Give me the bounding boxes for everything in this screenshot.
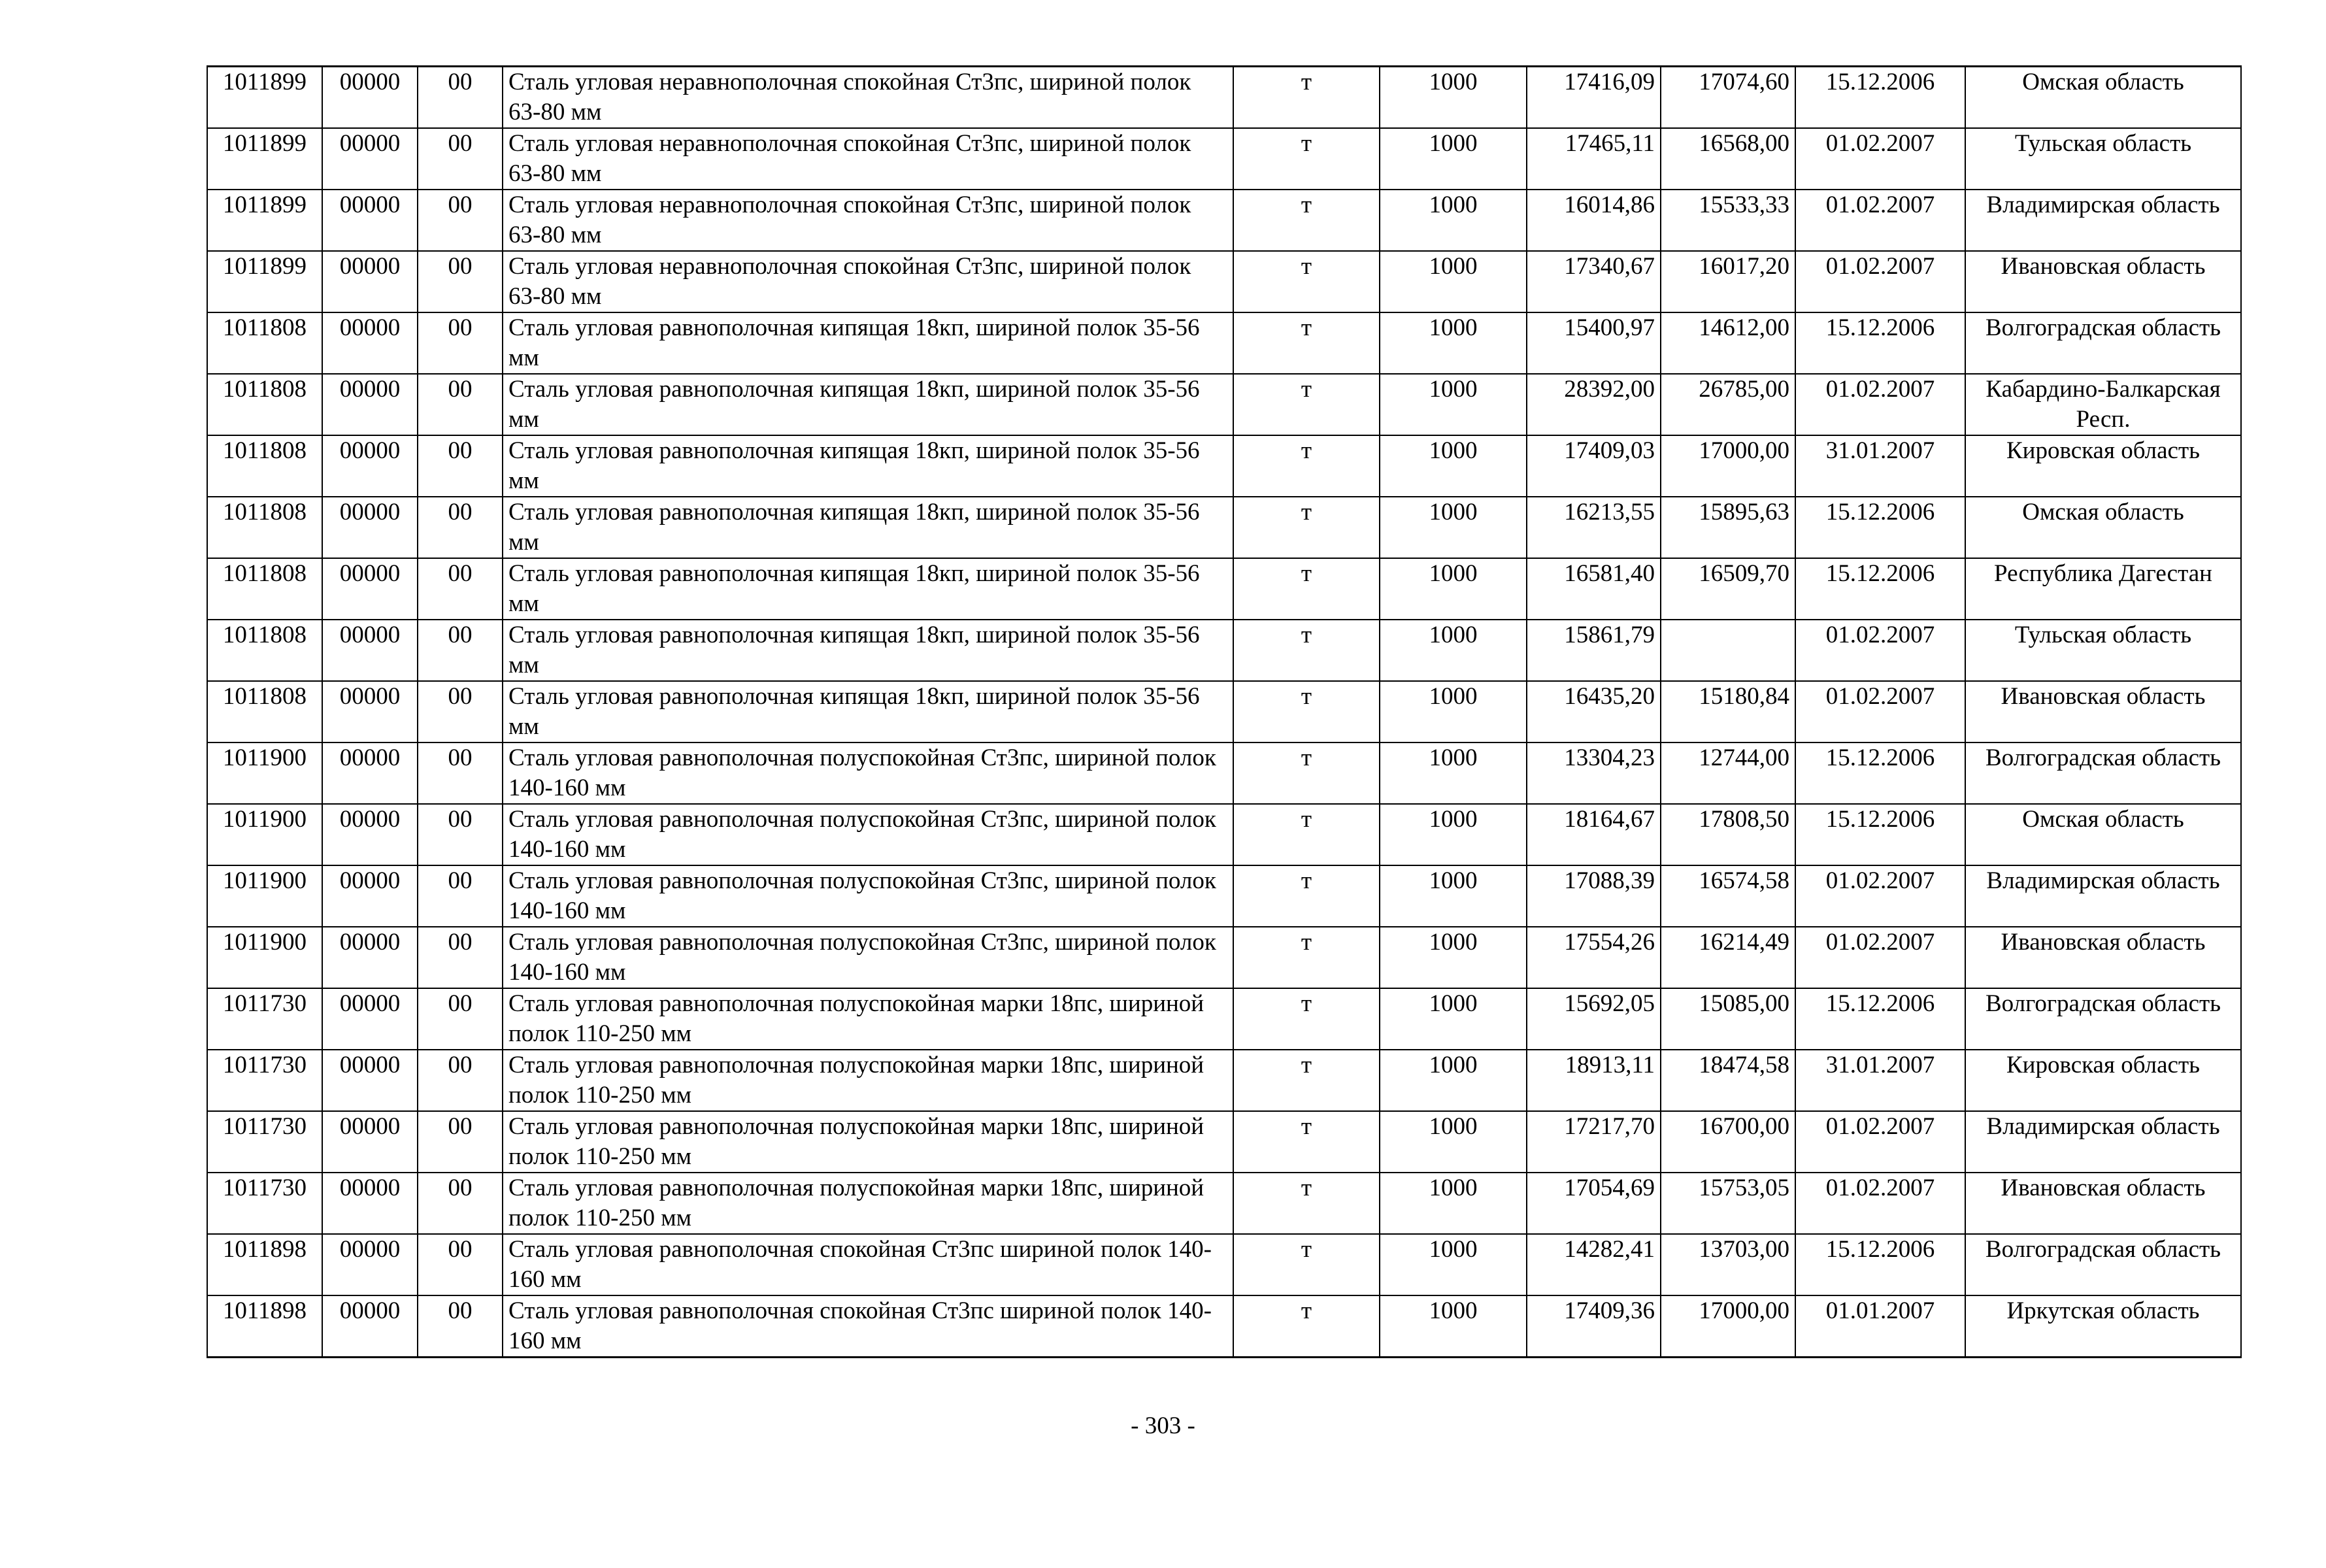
- region-cell: Омская область: [1965, 804, 2241, 865]
- item-code-cell: 1011808: [207, 497, 322, 558]
- item-code-cell: 1011899: [207, 67, 322, 129]
- item-code-cell: 1011899: [207, 128, 322, 190]
- date-cell: 15.12.2006: [1795, 804, 1965, 865]
- item-code-cell: 1011808: [207, 374, 322, 435]
- region-cell: Кировская область: [1965, 435, 2241, 497]
- quantity-cell: 1000: [1380, 620, 1527, 681]
- item-code-cell: 1011900: [207, 927, 322, 988]
- extension-code-cell: 00: [418, 128, 503, 190]
- quantity-cell: 1000: [1380, 312, 1527, 374]
- subcode-cell: 00000: [322, 742, 418, 804]
- product-name-cell: Сталь угловая неравнополочная спокойная Ст3пс, шириной полок 63-80 мм: [503, 190, 1233, 251]
- product-name-cell: Сталь угловая равнополочная полуспокойная Ст3пс, шириной полок 140-160 мм: [503, 742, 1233, 804]
- date-cell: 01.01.2007: [1795, 1295, 1965, 1358]
- price-table: [207, 65, 2242, 1358]
- price-alt-cell: 16509,70: [1661, 558, 1795, 620]
- price-cell: 18164,67: [1527, 804, 1661, 865]
- table-row: [207, 804, 2241, 865]
- price-cell: 16014,86: [1527, 190, 1661, 251]
- price-alt-cell: 15753,05: [1661, 1173, 1795, 1234]
- extension-code-cell: 00: [418, 558, 503, 620]
- quantity-cell: 1000: [1380, 1173, 1527, 1234]
- region-cell: Тульская область: [1965, 128, 2241, 190]
- item-code-cell: 1011730: [207, 988, 322, 1050]
- extension-code-cell: 00: [418, 865, 503, 927]
- price-alt-cell: 16214,49: [1661, 927, 1795, 988]
- date-cell: 31.01.2007: [1795, 435, 1965, 497]
- price-cell: 17088,39: [1527, 865, 1661, 927]
- unit-cell: т: [1233, 927, 1380, 988]
- price-cell: 16581,40: [1527, 558, 1661, 620]
- price-alt-cell: 15085,00: [1661, 988, 1795, 1050]
- unit-cell: т: [1233, 128, 1380, 190]
- product-name-cell: Сталь угловая равнополочная кипящая 18кп, шириной полок 35-56 мм: [503, 558, 1233, 620]
- item-code-cell: 1011900: [207, 804, 322, 865]
- date-cell: 01.02.2007: [1795, 1173, 1965, 1234]
- price-cell: 15400,97: [1527, 312, 1661, 374]
- quantity-cell: 1000: [1380, 67, 1527, 129]
- extension-code-cell: 00: [418, 374, 503, 435]
- item-code-cell: 1011898: [207, 1234, 322, 1295]
- price-alt-cell: 16017,20: [1661, 251, 1795, 312]
- region-cell: Владимирская область: [1965, 1111, 2241, 1173]
- price-cell: 16213,55: [1527, 497, 1661, 558]
- item-code-cell: 1011730: [207, 1173, 322, 1234]
- price-cell: 17340,67: [1527, 251, 1661, 312]
- product-name-cell: Сталь угловая равнополочная полуспокойная Ст3пс, шириной полок 140-160 мм: [503, 927, 1233, 988]
- unit-cell: т: [1233, 1050, 1380, 1111]
- quantity-cell: 1000: [1380, 251, 1527, 312]
- subcode-cell: 00000: [322, 1050, 418, 1111]
- date-cell: 01.02.2007: [1795, 190, 1965, 251]
- date-cell: 01.02.2007: [1795, 128, 1965, 190]
- quantity-cell: 1000: [1380, 804, 1527, 865]
- table-row: [207, 988, 2241, 1050]
- date-cell: 01.02.2007: [1795, 927, 1965, 988]
- unit-cell: т: [1233, 497, 1380, 558]
- region-cell: Кировская область: [1965, 1050, 2241, 1111]
- extension-code-cell: 00: [418, 1173, 503, 1234]
- table-row: [207, 558, 2241, 620]
- extension-code-cell: 00: [418, 67, 503, 129]
- table-row: [207, 251, 2241, 312]
- region-cell: Ивановская область: [1965, 251, 2241, 312]
- table-row: [207, 681, 2241, 742]
- item-code-cell: 1011898: [207, 1295, 322, 1358]
- price-alt-cell: 17808,50: [1661, 804, 1795, 865]
- subcode-cell: 00000: [322, 1234, 418, 1295]
- extension-code-cell: 00: [418, 804, 503, 865]
- unit-cell: т: [1233, 804, 1380, 865]
- quantity-cell: 1000: [1380, 742, 1527, 804]
- subcode-cell: 00000: [322, 435, 418, 497]
- price-cell: 17416,09: [1527, 67, 1661, 129]
- region-cell: Кабардино-Балкарская Респ.: [1965, 374, 2241, 435]
- product-name-cell: Сталь угловая равнополочная полуспокойная Ст3пс, шириной полок 140-160 мм: [503, 804, 1233, 865]
- table-row: [207, 497, 2241, 558]
- price-cell: 17054,69: [1527, 1173, 1661, 1234]
- region-cell: Ивановская область: [1965, 927, 2241, 988]
- subcode-cell: 00000: [322, 374, 418, 435]
- product-name-cell: Сталь угловая неравнополочная спокойная Ст3пс, шириной полок 63-80 мм: [503, 251, 1233, 312]
- unit-cell: т: [1233, 742, 1380, 804]
- table-body: [207, 67, 2241, 1358]
- price-alt-cell: 17000,00: [1661, 1295, 1795, 1358]
- product-name-cell: Сталь угловая равнополочная кипящая 18кп, шириной полок 35-56 мм: [503, 435, 1233, 497]
- extension-code-cell: 00: [418, 497, 503, 558]
- product-name-cell: Сталь угловая равнополочная кипящая 18кп, шириной полок 35-56 мм: [503, 620, 1233, 681]
- price-alt-cell: 17074,60: [1661, 67, 1795, 129]
- subcode-cell: 00000: [322, 558, 418, 620]
- extension-code-cell: 00: [418, 1111, 503, 1173]
- unit-cell: т: [1233, 681, 1380, 742]
- extension-code-cell: 00: [418, 190, 503, 251]
- price-cell: 15861,79: [1527, 620, 1661, 681]
- price-cell: 28392,00: [1527, 374, 1661, 435]
- item-code-cell: 1011808: [207, 681, 322, 742]
- subcode-cell: 00000: [322, 988, 418, 1050]
- subcode-cell: 00000: [322, 67, 418, 129]
- subcode-cell: 00000: [322, 312, 418, 374]
- date-cell: 15.12.2006: [1795, 312, 1965, 374]
- extension-code-cell: 00: [418, 742, 503, 804]
- date-cell: 01.02.2007: [1795, 374, 1965, 435]
- price-alt-cell: 17000,00: [1661, 435, 1795, 497]
- region-cell: Омская область: [1965, 497, 2241, 558]
- region-cell: Волгоградская область: [1965, 312, 2241, 374]
- extension-code-cell: 00: [418, 988, 503, 1050]
- item-code-cell: 1011808: [207, 620, 322, 681]
- unit-cell: т: [1233, 67, 1380, 129]
- subcode-cell: 00000: [322, 190, 418, 251]
- item-code-cell: 1011808: [207, 435, 322, 497]
- table-row: [207, 1050, 2241, 1111]
- extension-code-cell: 00: [418, 681, 503, 742]
- table-row: [207, 927, 2241, 988]
- product-name-cell: Сталь угловая равнополочная спокойная Ст3пс шириной полок 140-160 мм: [503, 1234, 1233, 1295]
- extension-code-cell: 00: [418, 927, 503, 988]
- quantity-cell: 1000: [1380, 1111, 1527, 1173]
- product-name-cell: Сталь угловая равнополочная полуспокойная марки 18пс, шириной полок 110-250 мм: [503, 1173, 1233, 1234]
- quantity-cell: 1000: [1380, 497, 1527, 558]
- quantity-cell: 1000: [1380, 435, 1527, 497]
- item-code-cell: 1011808: [207, 312, 322, 374]
- region-cell: Республика Дагестан: [1965, 558, 2241, 620]
- table-row: [207, 435, 2241, 497]
- unit-cell: т: [1233, 374, 1380, 435]
- price-alt-cell: 13703,00: [1661, 1234, 1795, 1295]
- unit-cell: т: [1233, 1173, 1380, 1234]
- price-cell: 16435,20: [1527, 681, 1661, 742]
- region-cell: Ивановская область: [1965, 681, 2241, 742]
- date-cell: 01.02.2007: [1795, 620, 1965, 681]
- unit-cell: т: [1233, 865, 1380, 927]
- price-cell: 17409,36: [1527, 1295, 1661, 1358]
- price-cell: 17217,70: [1527, 1111, 1661, 1173]
- quantity-cell: 1000: [1380, 128, 1527, 190]
- date-cell: 01.02.2007: [1795, 1111, 1965, 1173]
- date-cell: 15.12.2006: [1795, 497, 1965, 558]
- region-cell: Омская область: [1965, 67, 2241, 129]
- price-alt-cell: 15180,84: [1661, 681, 1795, 742]
- item-code-cell: 1011900: [207, 742, 322, 804]
- price-alt-cell: 16700,00: [1661, 1111, 1795, 1173]
- region-cell: Волгоградская область: [1965, 1234, 2241, 1295]
- price-cell: 13304,23: [1527, 742, 1661, 804]
- region-cell: Владимирская область: [1965, 190, 2241, 251]
- table-row: [207, 190, 2241, 251]
- date-cell: 15.12.2006: [1795, 67, 1965, 129]
- unit-cell: т: [1233, 312, 1380, 374]
- product-name-cell: Сталь угловая равнополочная полуспокойная Ст3пс, шириной полок 140-160 мм: [503, 865, 1233, 927]
- price-cell: 17465,11: [1527, 128, 1661, 190]
- item-code-cell: 1011808: [207, 558, 322, 620]
- price-alt-cell: 16574,58: [1661, 865, 1795, 927]
- item-code-cell: 1011900: [207, 865, 322, 927]
- unit-cell: т: [1233, 435, 1380, 497]
- extension-code-cell: 00: [418, 435, 503, 497]
- price-alt-cell: 15533,33: [1661, 190, 1795, 251]
- table-row: [207, 374, 2241, 435]
- quantity-cell: 1000: [1380, 927, 1527, 988]
- product-name-cell: Сталь угловая равнополочная спокойная Ст3пс шириной полок 140-160 мм: [503, 1295, 1233, 1358]
- date-cell: 15.12.2006: [1795, 742, 1965, 804]
- quantity-cell: 1000: [1380, 374, 1527, 435]
- subcode-cell: 00000: [322, 497, 418, 558]
- subcode-cell: 00000: [322, 128, 418, 190]
- product-name-cell: Сталь угловая равнополочная полуспокойная марки 18пс, шириной полок 110-250 мм: [503, 1050, 1233, 1111]
- region-cell: Владимирская область: [1965, 865, 2241, 927]
- price-alt-cell: 14612,00: [1661, 312, 1795, 374]
- price-cell: 17409,03: [1527, 435, 1661, 497]
- unit-cell: т: [1233, 1234, 1380, 1295]
- product-name-cell: Сталь угловая равнополочная полуспокойная марки 18пс, шириной полок 110-250 мм: [503, 988, 1233, 1050]
- region-cell: Волгоградская область: [1965, 988, 2241, 1050]
- extension-code-cell: 00: [418, 251, 503, 312]
- page-number: - 303 -: [1131, 1412, 1195, 1439]
- price-cell: 14282,41: [1527, 1234, 1661, 1295]
- table-row: [207, 67, 2241, 129]
- region-cell: Иркутская область: [1965, 1295, 2241, 1358]
- subcode-cell: 00000: [322, 865, 418, 927]
- price-alt-cell: 26785,00: [1661, 374, 1795, 435]
- unit-cell: т: [1233, 558, 1380, 620]
- table-row: [207, 1173, 2241, 1234]
- price-alt-cell: 12744,00: [1661, 742, 1795, 804]
- table-row: [207, 1234, 2241, 1295]
- price-cell: 15692,05: [1527, 988, 1661, 1050]
- extension-code-cell: 00: [418, 1234, 503, 1295]
- product-name-cell: Сталь угловая равнополочная полуспокойная марки 18пс, шириной полок 110-250 мм: [503, 1111, 1233, 1173]
- quantity-cell: 1000: [1380, 558, 1527, 620]
- subcode-cell: 00000: [322, 804, 418, 865]
- product-name-cell: Сталь угловая равнополочная кипящая 18кп, шириной полок 35-56 мм: [503, 497, 1233, 558]
- extension-code-cell: 00: [418, 620, 503, 681]
- quantity-cell: 1000: [1380, 1295, 1527, 1358]
- unit-cell: т: [1233, 1295, 1380, 1358]
- table-row: [207, 865, 2241, 927]
- table-row: [207, 742, 2241, 804]
- date-cell: 01.02.2007: [1795, 681, 1965, 742]
- subcode-cell: 00000: [322, 620, 418, 681]
- quantity-cell: 1000: [1380, 681, 1527, 742]
- price-alt-cell: [1661, 620, 1795, 681]
- subcode-cell: 00000: [322, 681, 418, 742]
- quantity-cell: 1000: [1380, 1234, 1527, 1295]
- item-code-cell: 1011899: [207, 190, 322, 251]
- item-code-cell: 1011730: [207, 1050, 322, 1111]
- date-cell: 01.02.2007: [1795, 251, 1965, 312]
- quantity-cell: 1000: [1380, 190, 1527, 251]
- unit-cell: т: [1233, 251, 1380, 312]
- subcode-cell: 00000: [322, 251, 418, 312]
- unit-cell: т: [1233, 190, 1380, 251]
- date-cell: 15.12.2006: [1795, 1234, 1965, 1295]
- product-name-cell: Сталь угловая равнополочная кипящая 18кп, шириной полок 35-56 мм: [503, 374, 1233, 435]
- price-cell: 18913,11: [1527, 1050, 1661, 1111]
- product-name-cell: Сталь угловая равнополочная кипящая 18кп, шириной полок 35-56 мм: [503, 312, 1233, 374]
- subcode-cell: 00000: [322, 1173, 418, 1234]
- extension-code-cell: 00: [418, 1050, 503, 1111]
- table-row: [207, 128, 2241, 190]
- table-row: [207, 312, 2241, 374]
- item-code-cell: 1011730: [207, 1111, 322, 1173]
- extension-code-cell: 00: [418, 312, 503, 374]
- subcode-cell: 00000: [322, 1295, 418, 1358]
- price-alt-cell: 18474,58: [1661, 1050, 1795, 1111]
- table-row: [207, 620, 2241, 681]
- unit-cell: т: [1233, 988, 1380, 1050]
- quantity-cell: 1000: [1380, 1050, 1527, 1111]
- product-name-cell: Сталь угловая равнополочная кипящая 18кп, шириной полок 35-56 мм: [503, 681, 1233, 742]
- date-cell: 31.01.2007: [1795, 1050, 1965, 1111]
- quantity-cell: 1000: [1380, 988, 1527, 1050]
- price-cell: 17554,26: [1527, 927, 1661, 988]
- product-name-cell: Сталь угловая неравнополочная спокойная Ст3пс, шириной полок 63-80 мм: [503, 67, 1233, 129]
- extension-code-cell: 00: [418, 1295, 503, 1358]
- price-alt-cell: 16568,00: [1661, 128, 1795, 190]
- date-cell: 15.12.2006: [1795, 988, 1965, 1050]
- subcode-cell: 00000: [322, 927, 418, 988]
- product-name-cell: Сталь угловая неравнополочная спокойная Ст3пс, шириной полок 63-80 мм: [503, 128, 1233, 190]
- unit-cell: т: [1233, 1111, 1380, 1173]
- price-alt-cell: 15895,63: [1661, 497, 1795, 558]
- unit-cell: т: [1233, 620, 1380, 681]
- subcode-cell: 00000: [322, 1111, 418, 1173]
- region-cell: Ивановская область: [1965, 1173, 2241, 1234]
- quantity-cell: 1000: [1380, 865, 1527, 927]
- region-cell: Волгоградская область: [1965, 742, 2241, 804]
- date-cell: 15.12.2006: [1795, 558, 1965, 620]
- item-code-cell: 1011899: [207, 251, 322, 312]
- table-row: [207, 1295, 2241, 1358]
- date-cell: 01.02.2007: [1795, 865, 1965, 927]
- table-row: [207, 1111, 2241, 1173]
- region-cell: Тульская область: [1965, 620, 2241, 681]
